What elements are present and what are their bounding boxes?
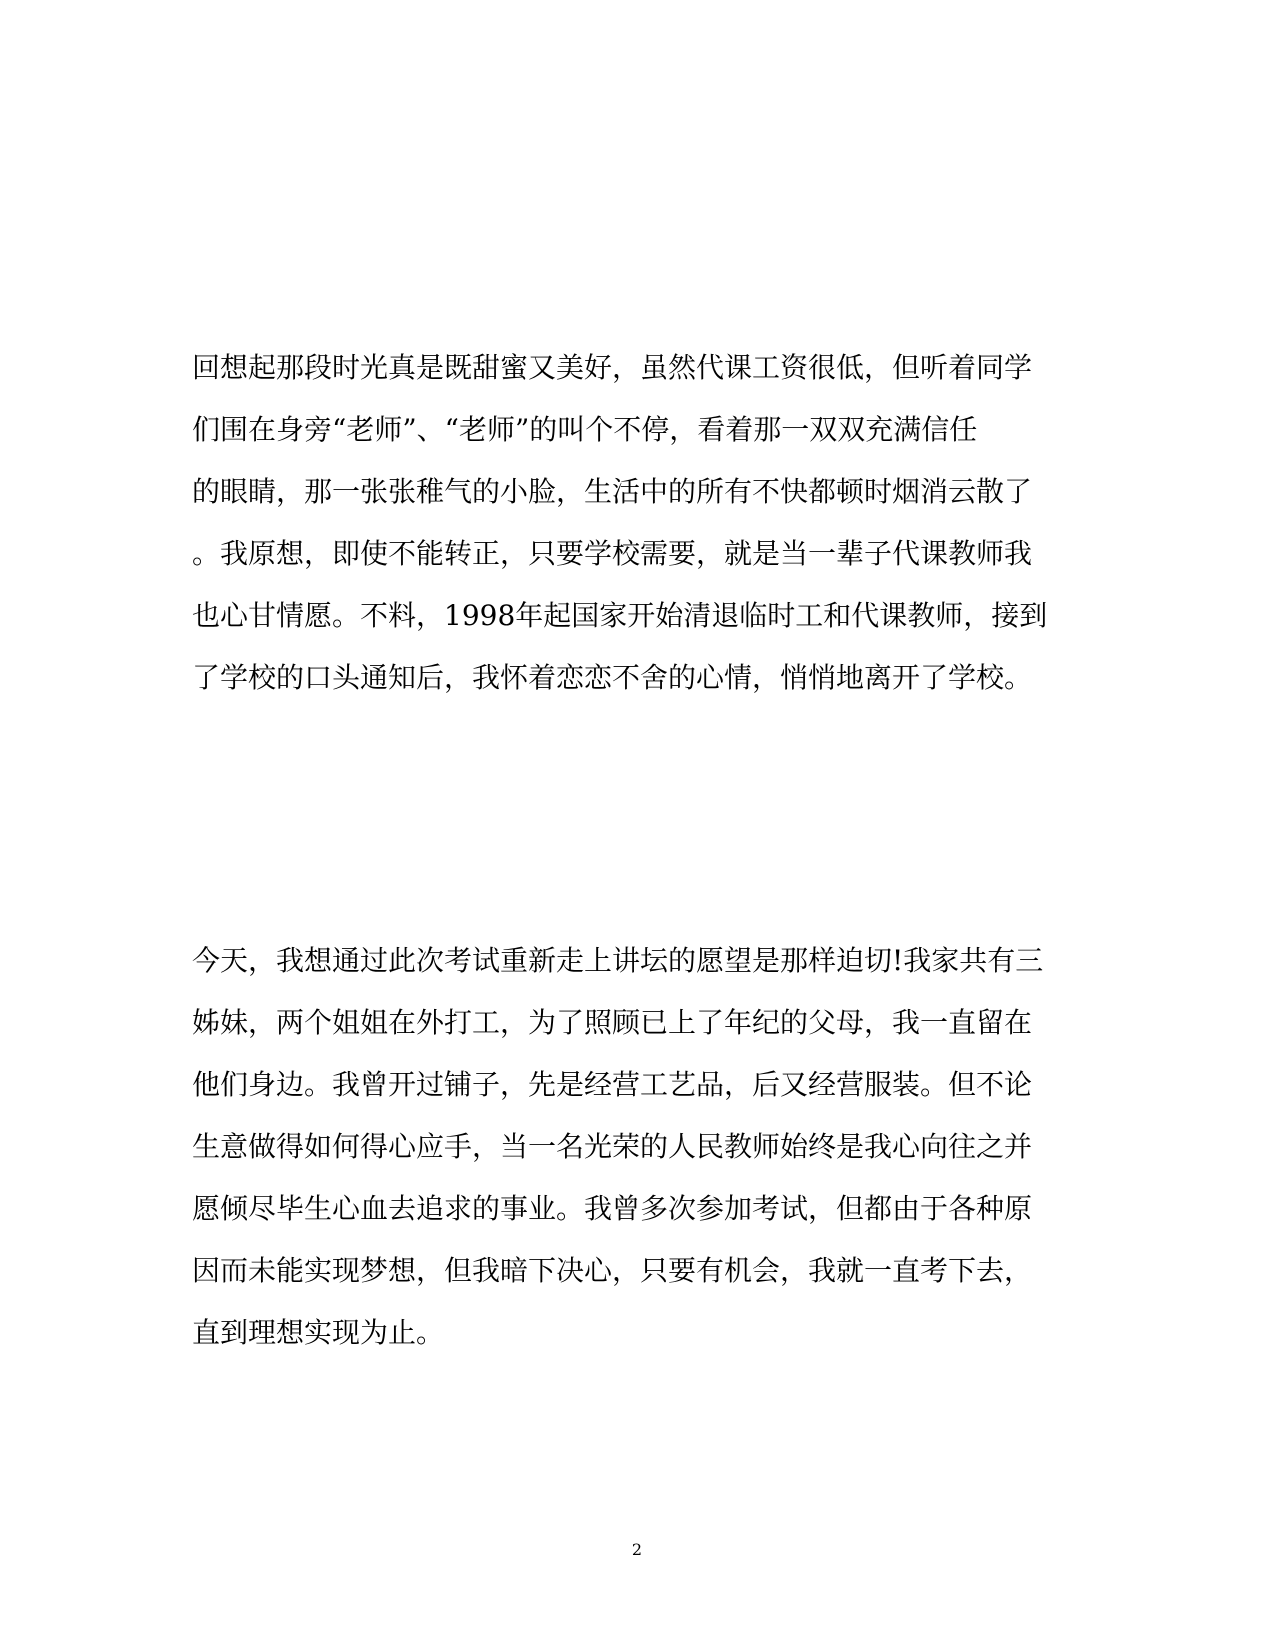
paragraph-memory <box>192 352 1082 724</box>
page-number: 2 <box>631 1540 643 1559</box>
text-line: 今天，我想通过此次考试重新走上讲坛的愿望是那样迫切!我家共有三 <box>192 944 1044 977</box>
text-line: 愿倾尽毕生心血去追求的事业。我曾多次参加考试，但都由于各种原 <box>192 1192 1033 1225</box>
text-line: 因而未能实现梦想，但我暗下决心，只要有机会，我就一直考下去， <box>192 1254 1033 1287</box>
paragraph-aspiration <box>192 945 1082 1379</box>
text-line: 姊妹，两个姐姐在外打工，为了照顾已上了年纪的父母，我一直留在 <box>192 1006 1033 1039</box>
text-line: 。我原想，即使不能转正，只要学校需要，就是当一辈子代课教师我 <box>192 537 1033 570</box>
text-line: 回想起那段时光真是既甜蜜又美好，虽然代课工资很低，但听着同学 <box>192 351 1033 384</box>
text-line: 也心甘情愿。不料，1998年起国家开始清退临时工和代课教师，接到 <box>192 599 1048 632</box>
text-line: 他们身边。我曾开过铺子，先是经营工艺品，后又经营服装。但不论 <box>192 1068 1033 1101</box>
text-line: 直到理想实现为止。 <box>192 1316 445 1349</box>
text-line: 了学校的口头通知后，我怀着恋恋不舍的心情，悄悄地离开了学校。 <box>192 661 1033 694</box>
text-line: 们围在身旁“老师”、“老师”的叫个不停，看着那一双双充满信任 <box>192 413 978 446</box>
text-line: 的眼睛，那一张张稚气的小脸，生活中的所有不快都顿时烟消云散了 <box>192 475 1033 508</box>
text-line: 生意做得如何得心应手，当一名光荣的人民教师始终是我心向往之并 <box>192 1130 1033 1163</box>
